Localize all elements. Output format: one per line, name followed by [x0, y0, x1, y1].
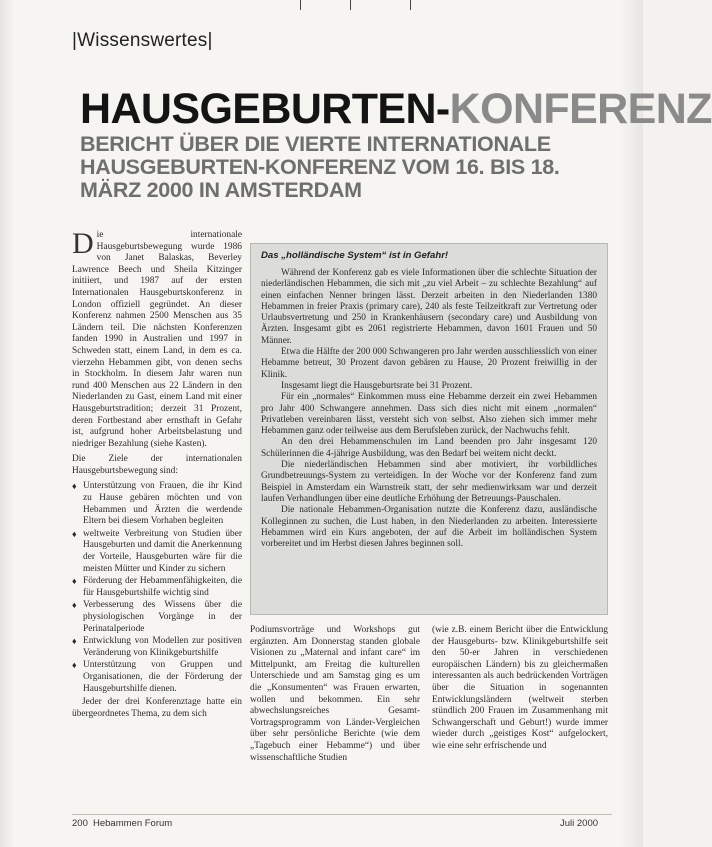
left-column [72, 227, 242, 724]
intro-paragraph [72, 227, 242, 450]
list-item-text: weltweite Verbreitung von Studien über Hausgeburten und damit die Anerkennung der Vorteile, Hausgeburten wäre für die meisten Mütter und Kinder zu sichern [83, 528, 242, 574]
intro-text: ie internationale Hausgeburtsbewegung wurde 1986 von Janet Balaskas, Beverley Lawrence Beech und Sheila Kitzinger initiiert, und 1987 auf der ersten Internationalen Hausgeburtskonferenz in London offiziell gegründet. An dieser Konferenz nahmen 2500 Menschen aus 35 Ländern teil. Die nächsten Konferenzen fanden 1990 in Australien und 1997 in Schweden statt, einem Land, in dem es ca. vierzehn Hebammen gibt, von denen sechs in Stockholm. In diesem Jahr waren nun rund 400 Menschen aus 22 Ländern in den Niederlanden zu Gast, einem Land mit einer Hausgeburtstradition; derzeit 31 Prozent, deren Fortbestand aber ernsthaft in Gefahr ist, aufgrund hoher Arbeitsbelastung und niedriger Bezahlung (siehe Kasten). [72, 230, 242, 449]
info-box-paragraph: Die nationale Hebammen-Organisation nutzte die Konferenz dazu, ausländische Kolleginnen zu suchen, die Lust haben, in den Niederlanden zu arbeiten. Interessierte Hebammen wird ein Kurs angeboten, der auf die Arbeit im holländischen System vorbereitet und im Herbst diesen Jahres beginnen soll. [261, 505, 597, 550]
bullet-icon: ♦ [72, 600, 77, 611]
list-item [72, 660, 242, 695]
list-item-text: Unterstützung von Frauen, die ihr Kind zu Hause gebären möchten und von Hebammen und Ärzten die werdende Eltern bei diesem Vorhaben begleiten [83, 481, 242, 527]
crop-mark [300, 0, 301, 10]
list-item-text: Verbesserung des Wissens über die physiologischen Vorgänge in der Perinatalperiode [83, 600, 242, 634]
info-box-paragraph: Die niederländischen Hebammen sind aber motiviert, ihr vorbildliches Grundbetreuungs-System zu verteidigen. In der Woche vor der Konferenz fand zum Beispiel in Amsterdam ein Warnstreik statt, der sehr medienwirksam war und derzeit laufen Verhandlungen über eine deutliche Erhöhung der Betreuungs-Pauschalen. [261, 460, 597, 504]
list-item-text: Unterstützung von Gruppen und Organisationen, die der Förderung der Hausgeburtshilfe dienen. [83, 660, 242, 694]
footer-page-number: 200 [72, 818, 88, 829]
info-box-paragraph: Während der Konferenz gab es viele Informationen über die schlechte Situation der niederländischen Hebammen, die sich mit „zu viel Arbeit – zu schlechte Bezahlung“ auf einen einfachen Nenner bringen lässt. Derzeit arbeiten in den Niederlanden 1380 Hebammen in freier Praxis (primary care), 240 als feste Teilzeitkraft zur Vertretung oder Urlaubsvertretung und 250 in Krankenhäusern (secondary care) und Ausbildung von Ärzten. Insgesamt gibt es 2061 registrierte Hebammen, davon 1601 Frauen und 50 Männer. [261, 268, 597, 346]
list-item-text: Entwicklung von Modellen zur positiven Veränderung von Klinikgeburtshilfe [83, 636, 242, 658]
right-paragraph: (wie z.B. einem Bericht über die Entwicklung der Hausgeburts- bzw. Klinikgeburtshilfe seit den 50-er Jahren in verschiedenen europäischen Ländern) bis zu gleichermaßen interessanten als auch bedrückenden Vorträgen über die Situation in sogenannten Entwicklungsländern (weltweit sterben stündlich 200 Frauen im Zusammenhang mit Schwangerschaft und Geburt!) wurde immer wieder durch „geistiges Kost“ aufgelockert, wie eine sehr erfrischende und [432, 625, 608, 751]
list-item-text: Förderung der Hebammenfähigkeiten, die für Hausgeburtshilfe wichtig sind [83, 576, 242, 598]
list-item [72, 529, 242, 575]
footer-divider [72, 814, 612, 815]
list-item [72, 576, 242, 599]
list-item [72, 600, 242, 635]
info-box-paragraph: Für ein „normales“ Einkommen muss eine Hebamme derzeit ein zwei Hebammen pro Jahr 400 Schwangere annehmen. Dass sich dies nicht mit einem „normalen“ Privatleben vereinbaren lässt, versteht sich von selbst. Also ziehen sich immer mehr Hebammen ganz oder teilweise aus dem Berufsleben zurück, der Nachwuchs fehlt. [261, 392, 597, 437]
bullet-icon: ♦ [72, 481, 77, 492]
bullet-icon: ♦ [72, 528, 77, 539]
right-column [432, 625, 608, 757]
drop-cap: D [72, 227, 94, 260]
closing-paragraph: Jeder der drei Konferenztage hatte ein übergeordnetes Thema, zu dem sich [72, 697, 242, 719]
bullet-icon: ♦ [72, 660, 77, 671]
bullet-icon: ♦ [72, 636, 77, 647]
info-box-title: Das „holländische System“ ist in Gefahr! [261, 250, 449, 261]
title-part-grey: KONFERENZ [449, 85, 712, 133]
title-part-dark: HAUSGEBURTEN- [80, 85, 450, 133]
goals-intro: Die Ziele der internationalen Hausgeburtsbewegung sind: [72, 454, 242, 476]
list-item [72, 481, 242, 527]
bullet-icon: ♦ [72, 576, 77, 587]
info-box-paragraph: Etwa die Hälfte der 200 000 Schwangeren pro Jahr werden ausschliesslich von einer Hebamme betreut, 30 Prozent davon gebären zu Hause, 20 Prozent freiwillig in der Klinik. [261, 347, 597, 380]
info-box [250, 243, 608, 615]
middle-paragraph: Podiumsvorträge und Workshops gut ergänzten. Am Donnerstag standen globale Visionen zu „Maternal and infant care“ im Mittelpunkt, am Freitag die kulturellen Unterschiede und am Samstag ging es um die „Konsumenten“ was Frauen erwarten, wollen und bekommen. Ein sehr abwechslungsreiches Gesamt-Vortragsprogramm von Länder-Vergleichen über sehr persönliche Berichte (wie dem „Tagebuch einer Hebamme“) und über wissenschaftliche Studien [250, 625, 420, 763]
article-subtitle: BERICHT ÜBER DIE VIERTE INTERNATIONALE HAUSGEBURTEN-KONFERENZ VOM 16. BIS 18. MÄRZ 2000 IN AMSTERDAM [80, 132, 560, 202]
crop-mark [410, 0, 411, 10]
section-tag: |Wissenswertes| [72, 30, 213, 51]
crop-mark [350, 0, 351, 10]
info-box-paragraph: An den drei Hebammenschulen im Land beenden pro Jahr insgesamt 120 Schülerinnen die 4-jährige Ausbildung, was den Bedarf bei weitem nicht deckt. [261, 437, 597, 459]
footer-magazine: Hebammen Forum [93, 818, 173, 829]
middle-column [250, 625, 420, 768]
list-item [72, 636, 242, 659]
info-box-body [261, 268, 597, 550]
info-box-paragraph: Insgesamt liegt die Hausgeburtsrate bei 31 Prozent. [281, 380, 473, 391]
goals-list [72, 481, 242, 695]
article-title [80, 85, 712, 133]
footer-date: Juli 2000 [560, 818, 599, 829]
